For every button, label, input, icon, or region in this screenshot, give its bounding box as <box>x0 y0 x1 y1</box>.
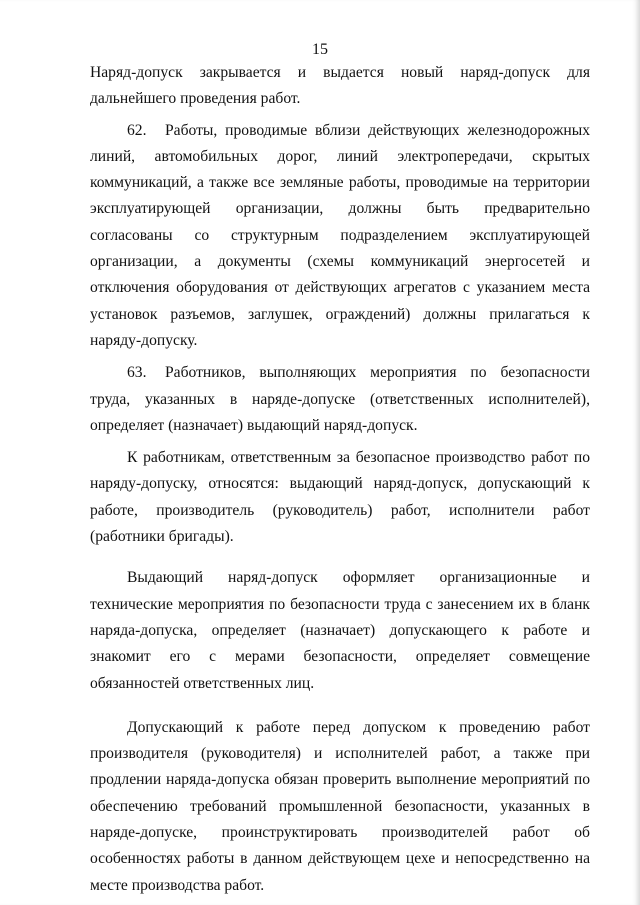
paragraph-responsible-workers <box>90 445 590 550</box>
paragraph-63 <box>90 360 590 439</box>
paragraph-issuer-duties <box>90 565 590 696</box>
document-body <box>90 60 590 899</box>
paragraph-text: Наряд-допуск закрывается и выдается новый наряд-допуск для дальнейшего проведения работ. <box>90 64 590 108</box>
paragraph-text: Работы, проводимые вблизи действующих железнодорожных линий, автомобильных дорог, линий электропередачи, скрытых коммуникаций, а также все земляные работы, проводимые на территории эксплуатирующей организации, должны быть предварительно согласованы со структурным подразделением эксплуатирующей организации, а документы (схемы коммуникаций энергосетей и отключения оборудования от действующих агрегатов с указанием места установок разъемов, заглушек, ограждений) должны прилагаться к наряду-допуску. <box>90 121 590 349</box>
paragraph-admitter-duties <box>90 715 590 899</box>
paragraph-text: Выдающий наряд-допуск оформляет организационные и технические мероприятия по безопасности труда с занесением их в бланк наряда-допуска, определяет (назначает) допускающего к работе и знакомит его с мерами безопасности, определяет совмещение обязанностей ответственных лиц. <box>90 569 590 692</box>
paragraph-closing-permit <box>90 60 590 113</box>
page-number: 15 <box>312 41 328 58</box>
paragraph-text: Допускающий к работе перед допуском к проведению работ производителя (руководителя) и исполнителей работ, а также при продлении наряда-допуска обязан проверить выполнение мероприятий по обеспечению требований промышленной безопасности, указанных в наряде-допуске, проинструктировать производителей работ об особенностях работы в данном действующем цехе и непосредственно на месте производства работ. <box>90 718 590 894</box>
paragraph-text: Работников, выполняющих мероприятия по безопасности труда, указанных в наряде-допуске (ответственных исполнителей), определяет (назначает) выдающий наряд-допуск. <box>90 364 590 434</box>
paragraph-number: 63. <box>127 364 147 382</box>
paragraph-number: 62. <box>127 121 147 139</box>
paragraph-62 <box>90 118 590 355</box>
paragraph-text: К работникам, ответственным за безопасное производство работ по наряду-допуску, относятся: выдающий наряд-допуск, допускающий к работе, производитель (руководитель) работ, исполнители работ (работники бригады). <box>90 449 590 546</box>
